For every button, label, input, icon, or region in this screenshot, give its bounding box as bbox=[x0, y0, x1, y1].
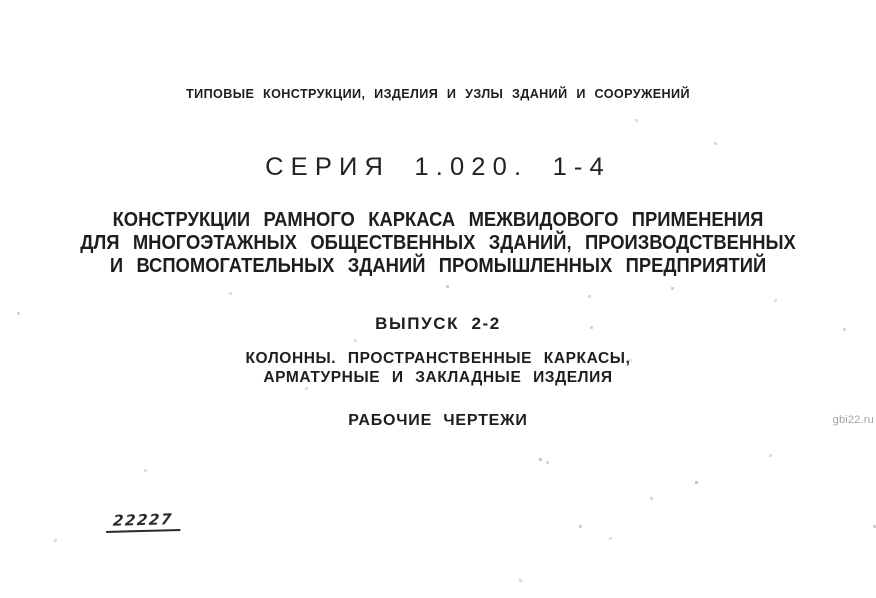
subtitle-line-1: КОЛОННЫ. ПРОСТРАНСТВЕННЫЕ КАРКАСЫ, bbox=[245, 350, 631, 367]
main-title-line-1: КОНСТРУКЦИИ РАМНОГО КАРКАСА МЕЖВИДОВОГО ПРИМЕНЕНИЯ bbox=[112, 209, 764, 231]
main-title-line-3: И ВСПОМОГАТЕЛЬНЫХ ЗДАНИЙ ПРОМЫШЛЕННЫХ ПРЕДПРИЯТИЙ bbox=[109, 255, 767, 277]
document-header: ТИПОВЫЕ КОНСТРУКЦИИ, ИЗДЕЛИЯ И УЗЛЫ ЗДАНИЙ И СООРУЖЕНИЙ bbox=[186, 86, 690, 101]
handwritten-inventory-number: 22227 bbox=[106, 510, 182, 533]
subtitle bbox=[0, 349, 876, 387]
issue-number: ВЫПУСК 2-2 bbox=[375, 314, 501, 333]
document-type: РАБОЧИЕ ЧЕРТЕЖИ bbox=[348, 412, 528, 429]
scan-noise bbox=[0, 0, 1, 1]
site-watermark: gbi22.ru bbox=[832, 414, 874, 426]
series-title: СЕРИЯ 1.020. 1-4 bbox=[265, 153, 611, 181]
main-title bbox=[0, 209, 876, 278]
main-title-line-2: ДЛЯ МНОГОЭТАЖНЫХ ОБЩЕСТВЕННЫХ ЗДАНИЙ, ПРОИЗВОДСТВЕННЫХ bbox=[80, 232, 796, 254]
subtitle-line-2: АРМАТУРНЫЕ И ЗАКЛАДНЫЕ ИЗДЕЛИЯ bbox=[263, 369, 613, 386]
